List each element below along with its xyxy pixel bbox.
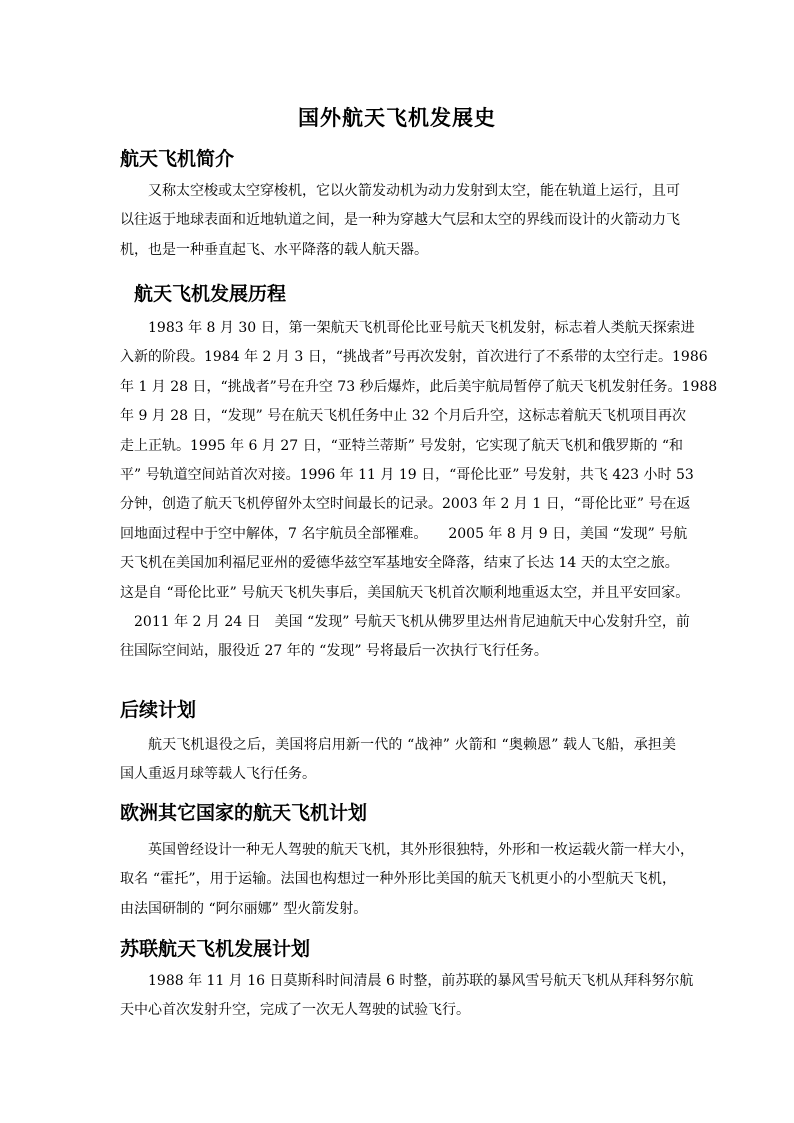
paragraph-line: 平” 号轨道空间站首次对接。1996 年 11 月 19 日，“哥伦比亚” 号发射，共飞 423 小时 53 (120, 466, 694, 483)
section-heading-soviet: 苏联航天飞机发展计划 (120, 938, 311, 960)
paragraph-line: 英国曾经设计一种无人驾驶的航天飞机，其外形很独特，外形和一枚运载火箭一样大小， (148, 842, 694, 858)
paragraph-line: 年 1 月 28 日，“挑战者”号在升空 73 秒后爆炸，此后美宇航局暂停了航天飞机发射任务。1988 (120, 378, 718, 395)
paragraph-line: 年 9 月 28 日，“发现” 号在航天飞机任务中止 32 个月后升空，这标志着航天飞机项目再次 (120, 408, 686, 425)
paragraph-line: 以往返于地球表面和近地轨道之间，是一种为穿越大气层和太空的界线而设计的火箭动力飞 (120, 212, 680, 229)
section-heading-europe: 欧洲其它国家的航天飞机计划 (120, 802, 368, 824)
paragraph-line: 航天飞机退役之后，美国将启用新一代的 “战神” 火箭和 “奥赖恩” 载人飞船，承担美 (148, 737, 676, 753)
paragraph-line: 回地面过程中于空中解体，7 名宇航员全部罹难。 2005 年 8 月 9 日，美国 “发现” 号航 (120, 525, 688, 542)
paragraph-line: 入新的阶段。1984 年 2 月 3 日，“挑战者”号再次发射，首次进行了不系带的太空行走。1986 (120, 349, 708, 366)
document-title: 国外航天飞机发展史 (298, 105, 496, 130)
section-paragraph-future-plan (120, 731, 676, 790)
paragraph-line: 取名 “霍托”，用于运输。法国也构想过一种外形比美国的航天飞机更小的小型航天飞机， (120, 871, 676, 888)
paragraph-line: 1983 年 8 月 30 日，第一架航天飞机哥伦比亚号航天飞机发射，标志着人类航天探索进 (148, 320, 695, 336)
section-paragraph-history (120, 314, 718, 667)
paragraph-line: 2011 年 2 月 24 日 美国 “发现” 号航天飞机从佛罗里达州肯尼迪航天中心发射升空，前 (120, 613, 690, 630)
paragraph-line: 往国际空间站，服役近 27 年的 “发现” 号将最后一次执行飞行任务。 (120, 643, 548, 660)
paragraph-line: 国人重返月球等载人飞行任务。 (120, 766, 316, 783)
paragraph-line: 天中心首次发射升空，完成了一次无人驾驶的试验飞行。 (120, 1002, 470, 1019)
paragraph-line: 天飞机在美国加利福尼亚州的爱德华兹空军基地安全降落，结束了长达 14 天的太空之旅。 (120, 555, 679, 572)
paragraph-line: 分钟，创造了航天飞机停留外太空时间最长的记录。2003 年 2 月 1 日，“哥伦比亚” 号在返 (120, 496, 691, 513)
section-paragraph-intro (120, 177, 680, 265)
paragraph-line: 机，也是一种垂直起飞、水平降落的载人航天器。 (120, 241, 428, 258)
paragraph-line: 走上正轨。1995 年 6 月 27 日，“亚特兰蒂斯” 号发射，它实现了航天飞机和俄罗斯的 “和 (120, 437, 683, 454)
paragraph-line: 这是自 “哥伦比亚” 号航天飞机失事后，美国航天飞机首次顺利地重返太空，并且平安回家。 (120, 584, 690, 601)
section-paragraph-soviet (120, 967, 694, 1026)
paragraph-line: 1988 年 11 月 16 日莫斯科时间清晨 6 时整，前苏联的暴风雪号航天飞机从拜科努尔航 (148, 973, 694, 989)
section-paragraph-europe (120, 836, 694, 924)
section-heading-intro: 航天飞机简介 (120, 148, 235, 170)
section-heading-history: 航天飞机发展历程 (134, 283, 287, 305)
paragraph-line: 又称太空梭或太空穿梭机，它以火箭发动机为动力发射到太空，能在轨道上运行，且可 (148, 183, 680, 199)
paragraph-line: 由法国研制的 “阿尔丽娜” 型火箭发射。 (120, 900, 368, 917)
section-heading-future-plan: 后续计划 (120, 699, 197, 721)
